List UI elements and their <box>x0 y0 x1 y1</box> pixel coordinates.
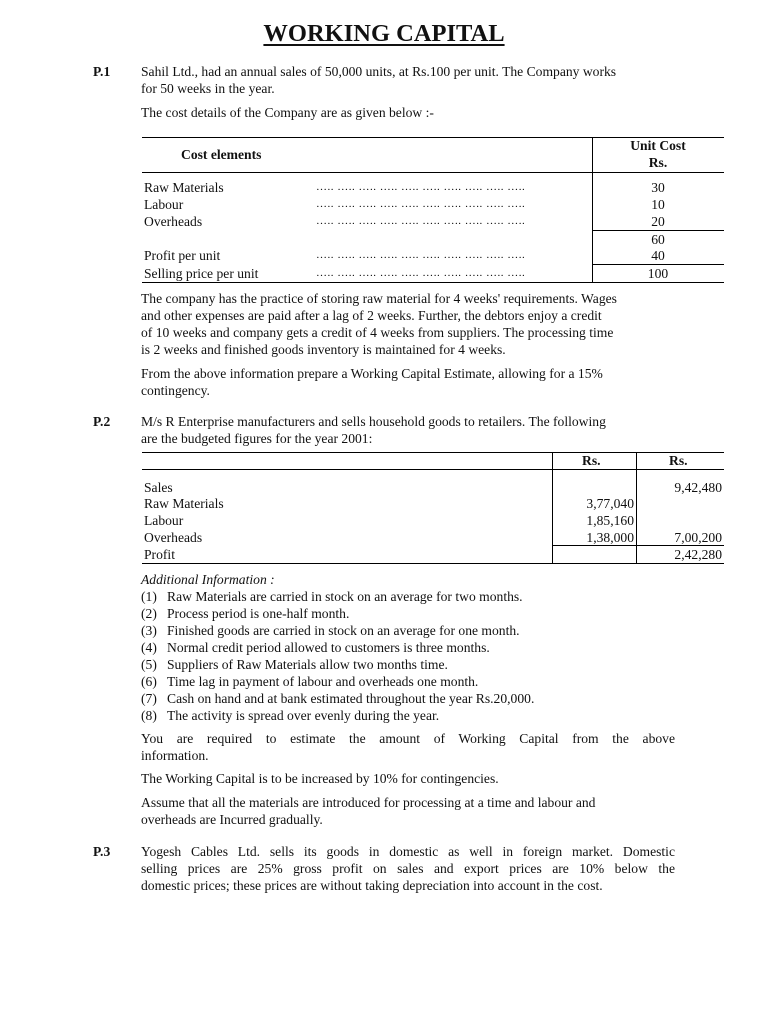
p1-practice-paragraph: The company has the practice of storing raw material for 4 weeks' requirements. Wages and other expenses are paid after a lag of 2 weeks. Further, the debtors enjoy a credit of 10 weeks and company gets a credit of 4 weeks from suppliers. The processing time is 2 weeks and finished goods inventory is maintained for 4 weeks. <box>141 291 617 357</box>
p1-cost-intro: The cost details of the Company are as given below :- <box>141 105 434 120</box>
leader-dots: ….. ….. ….. ….. ….. ….. ….. ….. ….. ….. <box>316 267 526 279</box>
list-item: (2) Process period is one-half month. <box>141 606 350 621</box>
leader-dots: ….. ….. ….. ….. ….. ….. ….. ….. ….. ….. <box>316 249 526 261</box>
cost-elements-header: Cost elements <box>181 147 262 162</box>
table-cell: 7,00,200 <box>674 530 722 545</box>
problem-number-p1: P.1 <box>93 64 111 79</box>
budget-table <box>142 452 724 564</box>
list-item: (8) The activity is spread over evenly during the year. <box>141 708 440 723</box>
table-row-value: 100 <box>647 266 669 281</box>
table-cell: 3,77,040 <box>586 496 634 511</box>
additional-info-header: Additional Information : <box>141 572 275 587</box>
table-cell: 2,42,280 <box>674 547 722 562</box>
table-row-label: Labour <box>144 513 184 528</box>
table-row-value: 10 <box>651 197 665 212</box>
p2-increase: The Working Capital is to be increased by 10% for contingencies. <box>141 771 499 786</box>
list-item: (5) Suppliers of Raw Materials allow two months time. <box>141 657 448 672</box>
unit-cost-header: Unit Cost Rs. <box>630 138 686 170</box>
p3-paragraph: Yogesh Cables Ltd. sells its goods in domestic as well in foreign market. Domestic selling prices are 25% gross profit on sales and export prices are 10% below the domestic prices; these prices are without taking depreciation into account in the cost. <box>141 844 675 893</box>
p2-required: You are required to estimate the amount of Working Capital from the above information. <box>141 731 675 763</box>
additional-information <box>141 571 681 724</box>
list-item: (4) Normal credit period allowed to customers is three months. <box>141 640 490 655</box>
leader-dots: ….. ….. ….. ….. ….. ….. ….. ….. ….. ….. <box>316 198 526 210</box>
col2-header: Rs. <box>669 453 688 468</box>
cost-details-table <box>142 137 724 283</box>
problem-number-p3: P.3 <box>93 844 111 859</box>
list-item: (1) Raw Materials are carried in stock on an average for two months. <box>141 589 523 604</box>
list-item: (7) Cash on hand and at bank estimated throughout the year Rs.20,000. <box>141 691 535 706</box>
table-row-label: Labour <box>144 197 184 212</box>
table-row-label: Selling price per unit <box>144 266 259 281</box>
table-cell: 1,85,160 <box>586 513 634 528</box>
list-item: (6) Time lag in payment of labour and overheads one month. <box>141 674 479 689</box>
problem-number-p2: P.2 <box>93 414 111 429</box>
table-row-label: Raw Materials <box>144 496 224 511</box>
subtotal-value: 60 <box>651 232 665 247</box>
table-row-label: Profit per unit <box>144 248 221 263</box>
table-row-value: 40 <box>651 248 665 263</box>
table-row-value: 30 <box>651 180 665 195</box>
table-row-label: Overheads <box>144 530 203 545</box>
table-row-label: Sales <box>144 480 173 495</box>
table-row-label: Profit <box>144 547 175 562</box>
table-row-value: 20 <box>651 214 665 229</box>
list-item: (3) Finished goods are carried in stock on an average for one month. <box>141 623 520 638</box>
col1-header: Rs. <box>582 453 601 468</box>
table-row-label: Overheads <box>144 214 203 229</box>
leader-dots: ….. ….. ….. ….. ….. ….. ….. ….. ….. ….. <box>316 215 526 227</box>
p1-intro: Sahil Ltd., had an annual sales of 50,000 units, at Rs.100 per unit. The Company works for 50 weeks in the year. <box>141 64 617 96</box>
page-title: WORKING CAPITAL <box>263 20 505 47</box>
table-row-label: Raw Materials <box>144 180 224 195</box>
p1-task: From the above information prepare a Working Capital Estimate, allowing for a 15% contingency. <box>141 366 603 398</box>
p2-assume: Assume that all the materials are introduced for processing at a time and labour and overheads are Incurred gradually. <box>141 795 596 827</box>
leader-dots: ….. ….. ….. ….. ….. ….. ….. ….. ….. ….. <box>316 181 526 193</box>
table-cell: 1,38,000 <box>586 530 634 545</box>
table-cell: 9,42,480 <box>674 480 722 495</box>
p2-intro: M/s R Enterprise manufacturers and sells household goods to retailers. The following are the budgeted figures for the year 2001: <box>141 414 606 446</box>
